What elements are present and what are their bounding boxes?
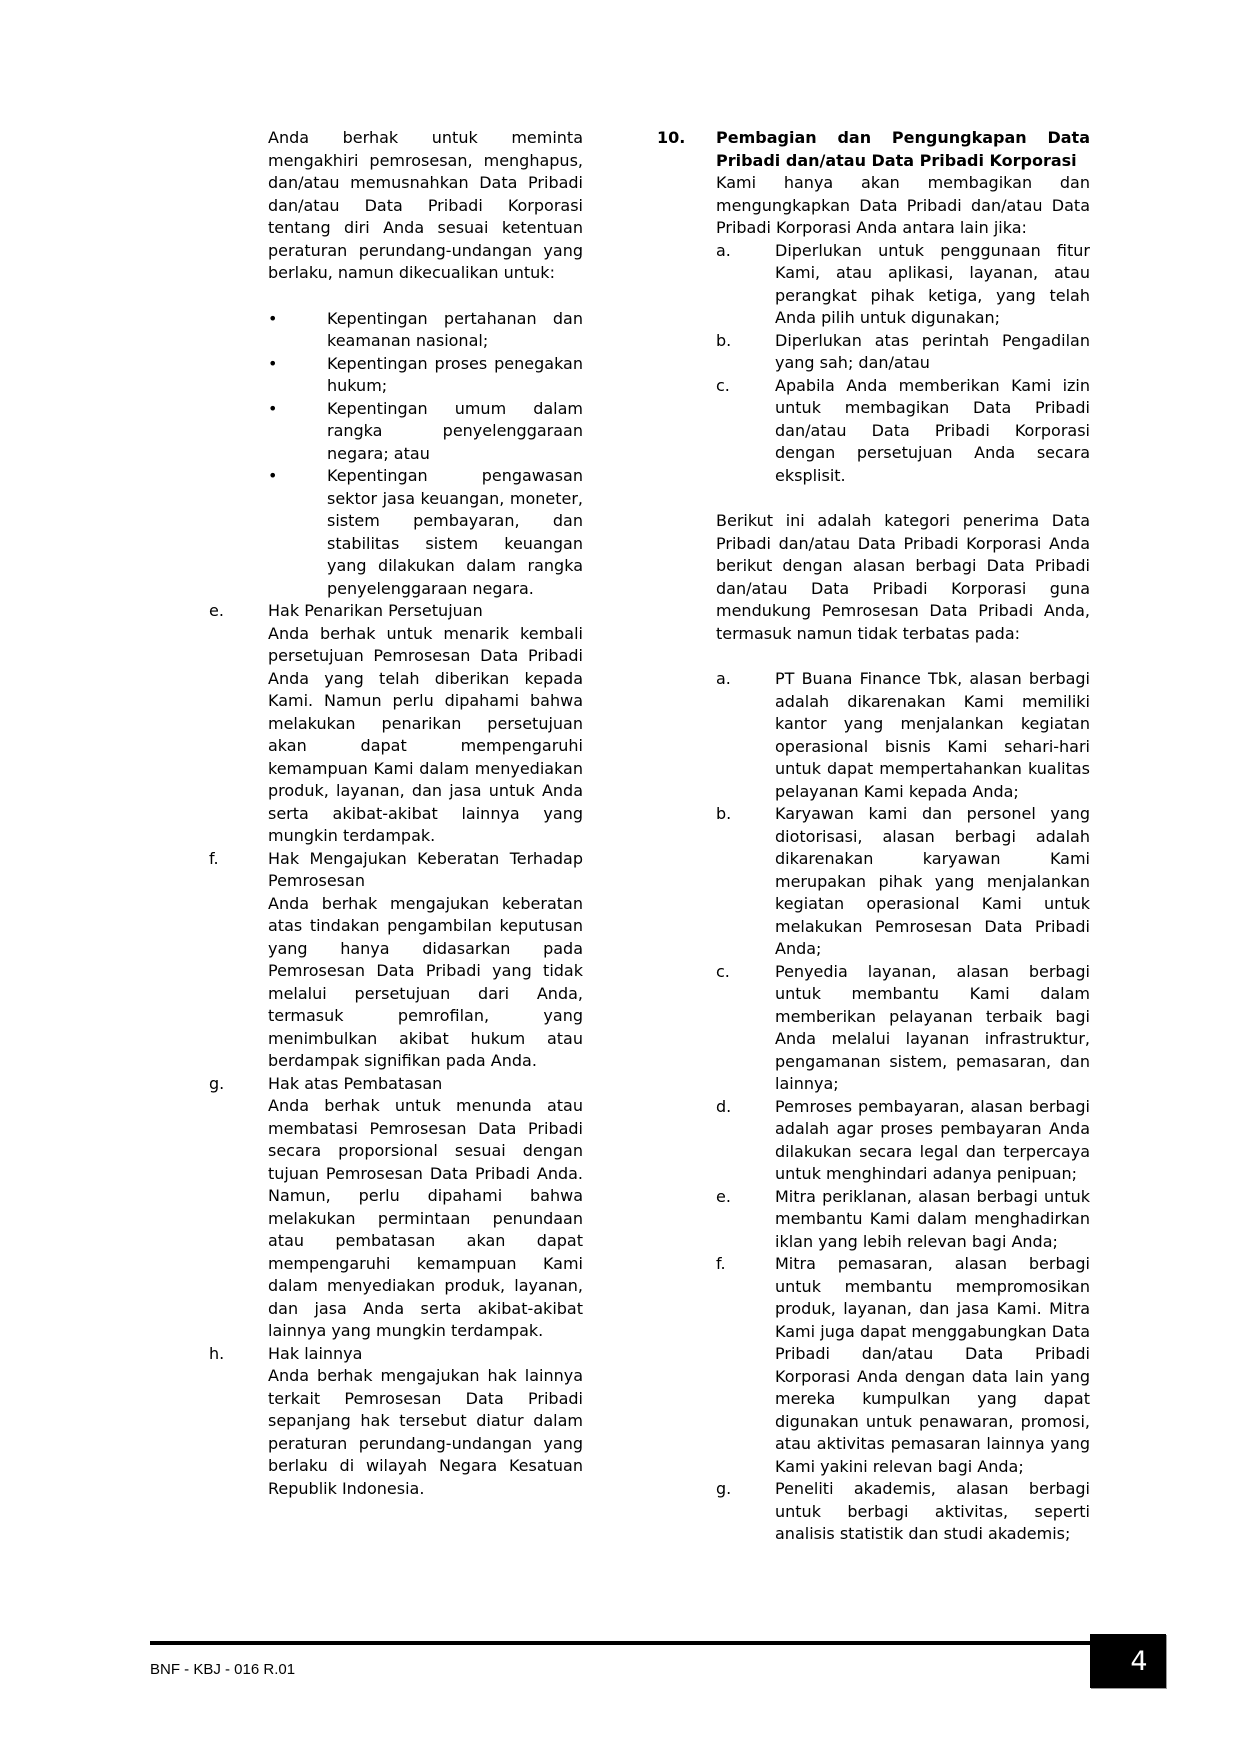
item-text: Mitra pemasaran, alasan berbagi untuk membantu mempromosikan produk, layanan, dan jasa Kami. Mitra Kami juga dapat menggabungkan Data Pribadi dan/atau Data Pribadi Korporasi Anda dengan data lain yang mereka kumpulkan yang dapat digunakan untuk penawaran, promosi, atau aktivitas pemasaran lainnya yang Kami yakini relevan bagi Anda; xyxy=(775,1254,1090,1476)
list-item xyxy=(209,1073,583,1343)
list-item xyxy=(716,1096,1090,1186)
bullet-text: Kepentingan proses penegakan hukum; xyxy=(327,353,583,395)
item-text: Peneliti akademis, alasan berbagi untuk berbagi aktivitas, seperti analisis statistik dan studi akademis; xyxy=(775,1479,1090,1543)
bullet-item xyxy=(268,308,583,353)
list-item xyxy=(209,1343,583,1501)
bullet-icon: • xyxy=(268,308,278,328)
footer-divider xyxy=(150,1641,1091,1645)
recipients-list xyxy=(716,668,1090,1546)
item-body: Anda berhak mengajukan hak lainnya terkait Pemrosesan Data Pribadi sepanjang hak tersebut diatur dalam peraturan perundang-undangan yang berlaku di wilayah Negara Kesatuan Republik Indonesia. xyxy=(268,1366,583,1498)
bullet-item xyxy=(268,353,583,398)
item-text: Mitra periklanan, alasan berbagi untuk membantu Kami dalam menghadirkan iklan yang lebih relevan bagi Anda; xyxy=(775,1186,1090,1251)
list-item xyxy=(716,668,1090,803)
right-column xyxy=(657,127,1090,1546)
list-item xyxy=(716,240,1090,330)
section-number: 10. xyxy=(657,128,686,147)
item-label: e. xyxy=(716,1186,731,1206)
item-label: a. xyxy=(716,669,731,688)
list-item xyxy=(716,1478,1090,1546)
section-10 xyxy=(657,127,1090,1546)
intro-paragraph: Anda berhak untuk meminta mengakhiri pemrosesan, menghapus, dan/atau memusnahkan Data Pribadi dan/atau Data Pribadi Korporasi tentang diri Anda sesuai ketentuan peraturan perundang-undangan yang berlaku, namun dikecualikan untuk: xyxy=(268,128,583,282)
item-title: Hak Penarikan Persetujuan xyxy=(268,601,483,620)
item-label: a. xyxy=(716,240,731,260)
item-text: PT Buana Finance Tbk, alasan berbagi adalah dikarenakan Kami memiliki kantor yang menjalankan kegiatan operasional bisnis Kami sehari-hari untuk dapat mempertahankan kualitas pelayanan Kami kepada Anda; xyxy=(775,669,1090,801)
bullet-text: Kepentingan umum dalam rangka penyelenggaraan negara; atau xyxy=(327,398,583,463)
item-title: Hak atas Pembatasan xyxy=(268,1073,443,1093)
list-item xyxy=(716,375,1090,488)
item-label: f. xyxy=(209,848,219,868)
list-item xyxy=(716,1253,1090,1478)
item-title: Hak Mengajukan Keberatan Terhadap Pemrosesan xyxy=(268,848,583,890)
item-label: g. xyxy=(209,1073,225,1093)
rights-list xyxy=(209,600,583,1500)
bullet-icon: • xyxy=(268,466,278,485)
item-body: Anda berhak untuk menarik kembali persetujuan Pemrosesan Data Pribadi Anda yang telah diberikan kepada Kami. Namun perlu dipahami bahwa melakukan penarikan persetujuan akan dapat mempengaruhi kemampuan Kami dalam menyediakan produk, layanan, dan jasa untuk Anda serta akibat-akibat lainnya yang mungkin terdampak. xyxy=(268,623,583,845)
bullet-icon: • xyxy=(268,353,278,373)
item-label: b. xyxy=(716,804,732,823)
item-text: Diperlukan untuk penggunaan fitur Kami, atau aplikasi, layanan, atau perangkat pihak ketiga, yang telah Anda pilih untuk digunakan; xyxy=(775,240,1090,327)
item-text: Penyedia layanan, alasan berbagi untuk membantu Kami dalam memberikan pelayanan terbaik bagi Anda melalui layanan infrastruktur, pengamanan sistem, pemasaran, dan lainnya; xyxy=(775,961,1090,1093)
item-label: d. xyxy=(716,1096,732,1116)
recipients-intro: Berikut ini adalah kategori penerima Data Pribadi dan/atau Data Pribadi Korporasi Anda berikut dengan alasan berbagi Data Pribadi dan/atau Data Pribadi Korporasi guna mendukung Pemrosesan Data Pribadi Anda, termasuk namun tidak terbatas pada: xyxy=(716,511,1090,643)
document-code: BNF - KBJ - 016 R.01 xyxy=(150,1661,296,1678)
bullet-item xyxy=(268,465,583,600)
list-item xyxy=(716,803,1090,961)
section-intro: Kami hanya akan membagikan dan mengungkapkan Data Pribadi dan/atau Data Pribadi Korporasi Anda antara lain jika: xyxy=(716,173,1090,237)
item-text: Pemroses pembayaran, alasan berbagi adalah agar proses pembayaran Anda dilakukan secara legal dan terpercaya untuk menghindari adanya penipuan; xyxy=(775,1096,1090,1183)
item-label: c. xyxy=(716,961,730,981)
conditions-list xyxy=(716,240,1090,488)
bullet-icon: • xyxy=(268,398,278,418)
item-text: Karyawan kami dan personel yang diotorisasi, alasan berbagi adalah dikarenakan karyawan Kami merupakan pihak yang menjalankan kegiatan operasional Kami untuk melakukan Pemrosesan Data Pribadi Anda; xyxy=(775,804,1090,958)
left-column xyxy=(209,127,583,1500)
item-text: Diperlukan atas perintah Pengadilan yang sah; dan/atau xyxy=(775,330,1090,372)
item-text: Apabila Anda memberikan Kami izin untuk membagikan Data Pribadi dan/atau Data Pribadi Korporasi dengan persetujuan Anda secara eksplisit. xyxy=(775,375,1090,485)
list-item xyxy=(209,848,583,1073)
item-body: Anda berhak untuk menunda atau membatasi Pemrosesan Data Pribadi secara proporsional sesuai dengan tujuan Pemrosesan Data Pribadi Anda. Namun, perlu dipahami bahwa melakukan permintaan penundaan atau pembatasan akan dapat mempengaruhi kemampuan Kami dalam menyediakan produk, layanan, dan jasa Anda serta akibat-akibat lainnya yang mungkin terdampak. xyxy=(268,1096,583,1340)
item-label: e. xyxy=(209,601,224,620)
list-item xyxy=(716,330,1090,375)
item-body: Anda berhak mengajukan keberatan atas tindakan pengambilan keputusan yang hanya didasarkan pada Pemrosesan Data Pribadi yang tidak melalui persetujuan dari Anda, termasuk pemrofilan, yang menimbulkan akibat hukum atau berdampak signifikan pada Anda. xyxy=(268,893,583,1070)
bullet-item xyxy=(268,398,583,466)
list-item xyxy=(716,1186,1090,1254)
item-label: g. xyxy=(716,1479,732,1498)
bullet-text: Kepentingan pertahanan dan keamanan nasional; xyxy=(327,308,583,350)
section-heading: Pembagian dan Pengungkapan Data Pribadi dan/atau Data Pribadi Korporasi xyxy=(716,128,1090,170)
item-label: c. xyxy=(716,375,730,395)
bullet-text: Kepentingan pengawasan sektor jasa keuangan, moneter, sistem pembayaran, dan stabilitas sistem keuangan yang dilakukan dalam rangka penyelenggaraan negara. xyxy=(327,466,583,598)
item-label: f. xyxy=(716,1254,726,1273)
item-label: b. xyxy=(716,330,732,350)
page-number-badge xyxy=(1090,1634,1166,1688)
list-item xyxy=(716,961,1090,1096)
page-number: 4 xyxy=(1130,1645,1148,1677)
item-label: h. xyxy=(209,1343,225,1363)
item-title: Hak lainnya xyxy=(268,1343,363,1363)
bullet-list xyxy=(268,308,583,601)
list-item xyxy=(209,600,583,848)
